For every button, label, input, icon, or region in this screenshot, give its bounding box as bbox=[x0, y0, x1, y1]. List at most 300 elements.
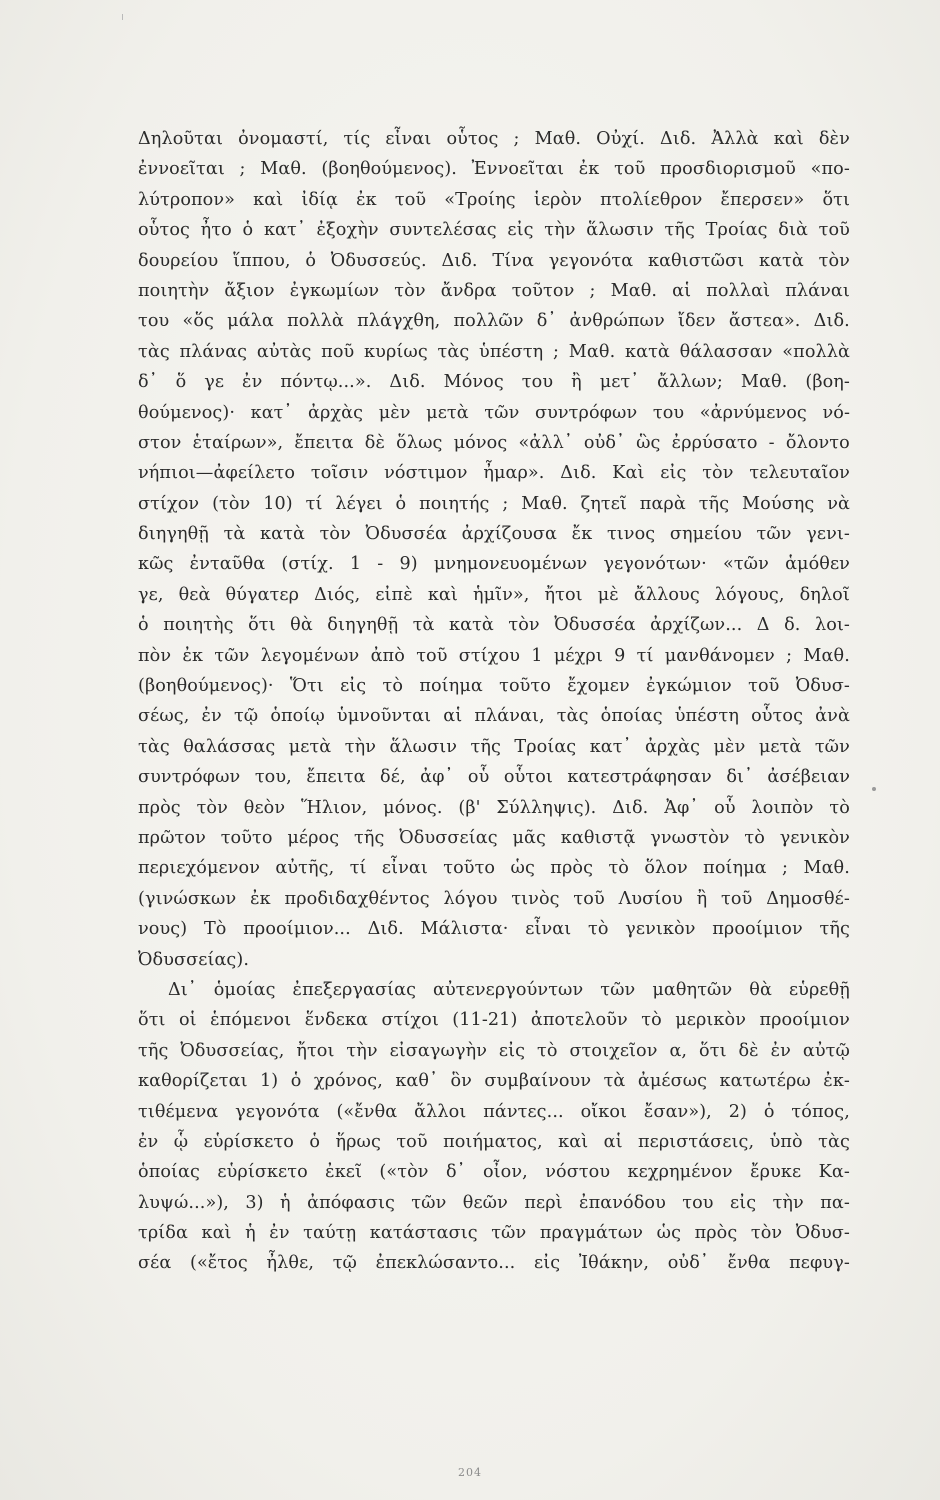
word: ἔπερσεν» bbox=[720, 189, 805, 210]
word: θεὰ bbox=[178, 584, 211, 605]
word: 9) bbox=[399, 554, 418, 575]
word: τόπος, bbox=[791, 1101, 850, 1122]
word: Δι᾽ bbox=[168, 979, 197, 1000]
word: ὅ bbox=[175, 372, 187, 393]
word: δι᾽ bbox=[726, 767, 753, 788]
word: κατὰ bbox=[260, 524, 305, 545]
word: τί bbox=[349, 858, 367, 879]
word: κυρίως bbox=[364, 341, 428, 362]
word: Ἐννοεῖται bbox=[471, 159, 565, 180]
word: γε, bbox=[138, 584, 164, 605]
word: εἰς bbox=[340, 676, 367, 697]
word: λέγει bbox=[335, 493, 383, 514]
word: ; bbox=[553, 341, 560, 362]
word: ἐρρύσατο bbox=[671, 432, 758, 453]
text-line bbox=[138, 154, 850, 184]
word: - bbox=[768, 432, 775, 453]
word: ; bbox=[502, 493, 509, 514]
word: ἀρχίζουσα bbox=[461, 524, 558, 545]
word: Δηλοῦται bbox=[138, 129, 223, 149]
word: ἐκεῖ bbox=[325, 1162, 363, 1183]
word: τίς bbox=[343, 129, 371, 149]
text-line bbox=[138, 732, 850, 762]
word: Διδ. bbox=[441, 250, 478, 271]
word: τοῖσιν bbox=[310, 463, 369, 484]
word: εἰσαγωγὴν bbox=[389, 1040, 488, 1061]
text-line bbox=[138, 337, 850, 367]
word: προδιδαχθέντος bbox=[284, 888, 430, 909]
text-line bbox=[138, 458, 850, 488]
word: καθ᾽ bbox=[395, 1071, 438, 1092]
word: τὰς bbox=[138, 736, 170, 757]
word: ταύτῃ bbox=[303, 1223, 357, 1244]
word: ἰδίᾳ bbox=[301, 189, 338, 210]
text-line bbox=[138, 306, 850, 336]
word: τρίδα bbox=[138, 1223, 188, 1244]
word: ἔκ bbox=[571, 524, 593, 545]
word: («ἔνθα bbox=[336, 1101, 398, 1122]
word: ἡ bbox=[280, 1192, 291, 1213]
text-line bbox=[138, 823, 850, 853]
word: προσδιορισμοῦ bbox=[660, 159, 796, 180]
text-line bbox=[138, 1157, 850, 1187]
word: εἶναι bbox=[385, 129, 432, 149]
word: Μαθ. bbox=[568, 341, 616, 362]
word: εἰπὲ bbox=[375, 584, 413, 605]
word: κῶς bbox=[138, 554, 174, 575]
word: πραγμάτων bbox=[539, 1223, 644, 1244]
word: ; bbox=[239, 159, 246, 180]
word: δ᾽ bbox=[536, 311, 557, 332]
word: στίχοι bbox=[381, 1010, 439, 1031]
word: κατὰ bbox=[449, 615, 494, 636]
word: Λυσίου bbox=[618, 888, 683, 909]
word: λεγομένων bbox=[260, 645, 360, 666]
word: εὑρεθῇ bbox=[788, 979, 850, 1000]
word: στίχου bbox=[458, 645, 520, 666]
text-line bbox=[138, 428, 850, 458]
word: γεγονότα bbox=[235, 1101, 320, 1122]
word: «ἀρνύμενος bbox=[699, 402, 807, 423]
word: ὄλοντο bbox=[785, 432, 850, 453]
word: ὅτι bbox=[138, 1010, 166, 1031]
word: τὸν bbox=[196, 797, 228, 818]
word: ἐξοχὴν bbox=[316, 220, 379, 241]
word: πρῶτον bbox=[138, 827, 206, 848]
word: σημείου bbox=[669, 524, 742, 545]
word: πρὸς bbox=[138, 797, 181, 818]
word: ζητεῖ bbox=[580, 493, 627, 514]
word: μετὰ bbox=[426, 402, 469, 423]
word: μερικὸν bbox=[675, 1010, 746, 1031]
word: τὸν bbox=[750, 1223, 783, 1244]
word: αὐτὰς bbox=[256, 341, 312, 362]
word: ὁ bbox=[242, 220, 254, 241]
word: οὐδ᾽ bbox=[667, 1253, 709, 1274]
word: κατὰ bbox=[758, 250, 804, 271]
word: τῷ bbox=[332, 1253, 357, 1274]
word: «Τροίης bbox=[444, 189, 516, 210]
word: Καὶ bbox=[612, 463, 645, 484]
word: («ἔτος bbox=[189, 1253, 248, 1274]
word: Τροίας bbox=[705, 220, 768, 241]
word: εἶναι bbox=[381, 858, 428, 879]
word: μετὰ bbox=[758, 736, 802, 757]
text-line bbox=[138, 701, 850, 731]
text-line bbox=[138, 185, 850, 215]
word: ὁμοίας bbox=[213, 979, 276, 1000]
word: νόστου bbox=[545, 1162, 611, 1183]
word: στον bbox=[138, 432, 182, 453]
word: τὴν bbox=[346, 1040, 378, 1061]
word: ὑπὸ bbox=[769, 1131, 803, 1152]
word: ἐν bbox=[269, 1223, 290, 1244]
text-line bbox=[138, 1127, 850, 1157]
text-line bbox=[138, 580, 850, 610]
word: πολλαὶ bbox=[706, 280, 771, 301]
scan-mark bbox=[122, 14, 123, 20]
word: μᾶς bbox=[512, 827, 546, 848]
word: προοίμιον bbox=[759, 1010, 850, 1031]
word: «τῶν bbox=[722, 554, 769, 575]
word: 1) bbox=[260, 1071, 279, 1092]
word: τῶν bbox=[756, 524, 792, 545]
word: ποῦ bbox=[321, 341, 355, 362]
word: ποίημα bbox=[703, 858, 767, 879]
word: ὅλως bbox=[396, 432, 443, 453]
word: ἐκ- bbox=[823, 1071, 850, 1092]
word: ; bbox=[513, 129, 520, 149]
word: ἀπόφασις bbox=[307, 1192, 395, 1213]
word: εἰς bbox=[730, 1192, 757, 1213]
word: ποιητὴν bbox=[138, 280, 210, 301]
word: ὁ bbox=[763, 1101, 775, 1122]
word: κατάστασις bbox=[369, 1223, 478, 1244]
text-line bbox=[138, 671, 850, 701]
word: ὡς bbox=[656, 1223, 682, 1244]
word: τοῦτον bbox=[511, 280, 575, 301]
word: τὸν bbox=[508, 615, 540, 636]
word: Διδ. bbox=[813, 311, 850, 332]
word: ᾧ bbox=[173, 1131, 189, 1152]
word: συντελέσας bbox=[389, 220, 497, 241]
word: (γινώσκων bbox=[138, 888, 237, 909]
word: μάλα bbox=[227, 311, 274, 332]
word: νους) bbox=[138, 919, 188, 940]
word: δηλοῖ bbox=[799, 584, 850, 605]
word: Ἀφ᾽ bbox=[664, 797, 699, 818]
word: κατ᾽ bbox=[589, 736, 632, 757]
text-line bbox=[138, 975, 850, 1005]
text-line bbox=[138, 549, 850, 579]
word: καθιστᾷ bbox=[560, 827, 636, 848]
word: τὰ bbox=[603, 1071, 626, 1092]
word: ἅλωσιν bbox=[389, 736, 458, 757]
word: 2) bbox=[728, 1101, 747, 1122]
word: πα- bbox=[820, 1192, 850, 1213]
word: ἀρχὰς bbox=[308, 402, 364, 423]
word: ἀρχὰς bbox=[644, 736, 701, 757]
word: περὶ bbox=[524, 1192, 563, 1213]
word: οἶον, bbox=[482, 1162, 528, 1183]
word: οὗ bbox=[714, 797, 736, 818]
word: Ὀδυσσείας, bbox=[180, 1040, 285, 1061]
word: καθιστῶσι bbox=[647, 250, 745, 271]
word: αἱ bbox=[603, 1131, 623, 1152]
word: πρὸς bbox=[694, 1223, 738, 1244]
word: ἐνταῦθα bbox=[189, 554, 266, 575]
word: ἔνθα bbox=[727, 1253, 771, 1274]
word: του bbox=[682, 1192, 714, 1213]
word: (στίχ. bbox=[281, 554, 334, 575]
word: γε bbox=[204, 372, 225, 393]
word: τὰς bbox=[818, 1131, 850, 1152]
word: του bbox=[652, 402, 685, 423]
word: ἅλωσιν bbox=[586, 220, 654, 241]
word: Μαθ. bbox=[740, 372, 788, 393]
text-line bbox=[138, 762, 850, 792]
word: (τὸν bbox=[212, 493, 251, 514]
word: ἐγκώμιον bbox=[646, 676, 732, 697]
word: (βοηθούμενος)· bbox=[138, 676, 274, 697]
word: «πο- bbox=[810, 159, 850, 180]
word: ὁ bbox=[305, 250, 317, 271]
word: θεῶν bbox=[462, 1192, 508, 1213]
word: καὶ bbox=[201, 1223, 232, 1244]
word: ποιήματος, bbox=[443, 1131, 543, 1152]
word: κατ᾽ bbox=[263, 220, 306, 241]
word: ὅτι bbox=[248, 615, 276, 636]
word: πτολίεθρον bbox=[600, 189, 703, 210]
word: Διδ. bbox=[367, 919, 404, 940]
word: τῷ bbox=[233, 706, 259, 727]
word: ἔχομεν bbox=[567, 676, 630, 697]
word: Μούσης bbox=[742, 493, 815, 514]
word: τὸ bbox=[829, 797, 850, 818]
word: ὀνομαστί, bbox=[238, 129, 329, 149]
text-line bbox=[138, 367, 850, 397]
word: τὰ bbox=[223, 524, 246, 545]
word: κεχρημένον bbox=[627, 1162, 733, 1183]
text-line bbox=[138, 641, 850, 671]
word: τοῦ bbox=[748, 676, 780, 697]
word: τὸ bbox=[641, 1010, 662, 1031]
word: προοίμιον bbox=[712, 919, 803, 940]
word: συντρόφων bbox=[534, 402, 638, 423]
word: δὲ bbox=[364, 432, 385, 453]
word: τελευταῖον bbox=[749, 463, 850, 484]
word: αἱ bbox=[672, 280, 692, 301]
word: ἐν bbox=[138, 1131, 159, 1152]
word: ἥρως bbox=[335, 1131, 381, 1152]
word: ἐγκωμίων bbox=[289, 280, 380, 301]
word: Μαθ. bbox=[610, 280, 658, 301]
word: τῶν bbox=[600, 979, 636, 1000]
word: ἐπανόδου bbox=[579, 1192, 666, 1213]
word: μετὰ bbox=[288, 736, 332, 757]
word: κατεστράφησαν bbox=[567, 767, 712, 788]
word: «πολλὰ bbox=[782, 341, 850, 362]
word: σέα bbox=[138, 1253, 172, 1274]
word: 9 bbox=[614, 645, 626, 666]
word: πλάνας bbox=[179, 341, 248, 362]
word: Δημοσθέ- bbox=[766, 888, 850, 909]
word: μανθάνομεν bbox=[664, 645, 775, 666]
text-line bbox=[138, 246, 850, 276]
word: δὲν bbox=[818, 129, 850, 149]
word: ἀνθρώπων bbox=[569, 311, 665, 332]
word: ἀποτελοῦν bbox=[530, 1010, 628, 1031]
word: νόστιμον bbox=[384, 463, 468, 484]
word: καὶ bbox=[558, 1131, 589, 1152]
word: οἱ bbox=[178, 1010, 197, 1031]
word: δουρείου bbox=[138, 250, 219, 271]
word: ποιητής bbox=[419, 493, 490, 514]
word: δέ, bbox=[380, 767, 406, 788]
word: ἤτοι bbox=[544, 584, 583, 605]
word: μόνος bbox=[453, 432, 508, 453]
word: παρὰ bbox=[639, 493, 686, 514]
word: τῶν bbox=[484, 402, 520, 423]
word: εὑρίσκετο bbox=[217, 1162, 308, 1183]
word: ὣς bbox=[636, 432, 661, 453]
word: διηγηθῇ bbox=[138, 524, 209, 545]
word: ἀρχίζων... bbox=[650, 615, 743, 636]
word: τοῦτο bbox=[499, 676, 551, 697]
word: ἀφ᾽ bbox=[420, 767, 454, 788]
word: λυψώ...»), bbox=[138, 1192, 229, 1213]
word: Ὀδυσσέα bbox=[554, 615, 636, 636]
word: Μάλιστα· bbox=[420, 919, 509, 940]
word: «ὅς bbox=[182, 311, 214, 332]
word: λοιπὸν bbox=[751, 797, 814, 818]
word: αὐτῷ bbox=[802, 1040, 850, 1061]
word: ὅτι bbox=[699, 1040, 727, 1061]
word: Σύλληψις). bbox=[496, 797, 597, 818]
word: Κα- bbox=[818, 1162, 850, 1183]
word: οὗτος bbox=[751, 706, 804, 727]
word: τοῦ bbox=[416, 645, 448, 666]
word: ἢ bbox=[571, 372, 582, 393]
word: τῶν bbox=[411, 1192, 447, 1213]
word: προοίμιον... bbox=[243, 919, 351, 940]
word: πολλὰ bbox=[287, 311, 344, 332]
text-line bbox=[138, 610, 850, 640]
word: νήπιοι—ἀφείλετο bbox=[138, 463, 296, 484]
word: μὲν bbox=[378, 402, 411, 423]
word: (β' bbox=[458, 797, 481, 818]
word: τοῦτο bbox=[443, 858, 496, 879]
word: συμβαίνουν bbox=[484, 1071, 592, 1092]
word: ὃν bbox=[450, 1071, 472, 1092]
text-line bbox=[138, 1097, 850, 1127]
word: τὴν bbox=[344, 736, 377, 757]
word: τί bbox=[305, 493, 323, 514]
word: τὰς bbox=[437, 341, 470, 362]
word: νὰ bbox=[827, 493, 850, 514]
word: ἦτο bbox=[200, 220, 232, 241]
text-line bbox=[138, 1218, 850, 1248]
word: οὗτος bbox=[138, 220, 190, 241]
word: θύγατερ bbox=[225, 584, 300, 605]
word: ἀνὰ bbox=[815, 706, 850, 727]
word: οὗτοι bbox=[503, 767, 553, 788]
word: λοι- bbox=[814, 615, 850, 636]
word: Μαθ. bbox=[534, 129, 582, 149]
word: ἀπὸ bbox=[370, 645, 405, 666]
word: Διδ. bbox=[389, 372, 426, 393]
word: δ. bbox=[784, 615, 801, 636]
word: τοῦ bbox=[614, 159, 646, 180]
word: τὸν bbox=[818, 250, 850, 271]
word: Ὀδυσσεύς. bbox=[330, 250, 427, 271]
text-line bbox=[138, 1066, 850, 1096]
word: ἔπειτα bbox=[306, 767, 366, 788]
word: ἄξιον bbox=[224, 280, 275, 301]
word: τινὸς bbox=[511, 888, 560, 909]
word: διηγηθῇ bbox=[327, 615, 399, 636]
word: ὅτι bbox=[822, 189, 850, 210]
word: Μαθ. bbox=[521, 493, 568, 514]
word: Διδ. bbox=[660, 129, 697, 149]
word: πὸν bbox=[138, 645, 172, 666]
word: πολλῶν bbox=[453, 311, 524, 332]
word: κατωτέρω bbox=[719, 1071, 811, 1092]
word: ἐν bbox=[242, 372, 263, 393]
word: 10) bbox=[263, 493, 293, 514]
word: «ἀλλ᾽ bbox=[518, 432, 573, 453]
word: ἑταίρων», bbox=[192, 432, 284, 453]
word: διὰ bbox=[778, 220, 808, 241]
word: μέρος bbox=[287, 827, 340, 848]
word: θὰ bbox=[290, 615, 313, 636]
word: καὶ bbox=[253, 189, 284, 210]
word: ἀμέσως bbox=[637, 1071, 708, 1092]
word: Ὀδυσσείας bbox=[399, 827, 498, 848]
word: ἐν bbox=[770, 1040, 791, 1061]
word: κατὰ bbox=[625, 341, 670, 362]
word: τῆς bbox=[664, 220, 695, 241]
word: εἶναι bbox=[525, 919, 572, 940]
word: τοῦ bbox=[396, 1131, 428, 1152]
text-line bbox=[138, 1248, 850, 1278]
word: πλάναι, bbox=[474, 706, 545, 727]
word: ; bbox=[786, 645, 793, 666]
word: δ᾽ bbox=[138, 372, 158, 393]
text-line bbox=[138, 853, 850, 883]
word: τῶν bbox=[491, 1223, 527, 1244]
word: τινος bbox=[606, 524, 656, 545]
text-line bbox=[138, 519, 850, 549]
text-line bbox=[138, 215, 850, 245]
word: ἄλλων; bbox=[657, 372, 723, 393]
word: θεὸν bbox=[243, 797, 286, 818]
word: ποιητὴς bbox=[163, 615, 234, 636]
word: Ὀδυσ- bbox=[795, 676, 850, 697]
word: πλάγχθη, bbox=[357, 311, 441, 332]
text-line bbox=[138, 1188, 850, 1218]
word: τὸ bbox=[744, 827, 765, 848]
word: εἰς bbox=[507, 220, 534, 241]
word: Διός, bbox=[314, 584, 361, 605]
word: δ᾽ bbox=[445, 1162, 466, 1183]
word: τὸ bbox=[537, 1040, 558, 1061]
word: πλάναι bbox=[785, 280, 850, 301]
word: του bbox=[521, 372, 554, 393]
word: Ἀλλὰ bbox=[711, 129, 759, 149]
word: στίχον bbox=[138, 493, 200, 514]
word: γνωστὸν bbox=[650, 827, 730, 848]
